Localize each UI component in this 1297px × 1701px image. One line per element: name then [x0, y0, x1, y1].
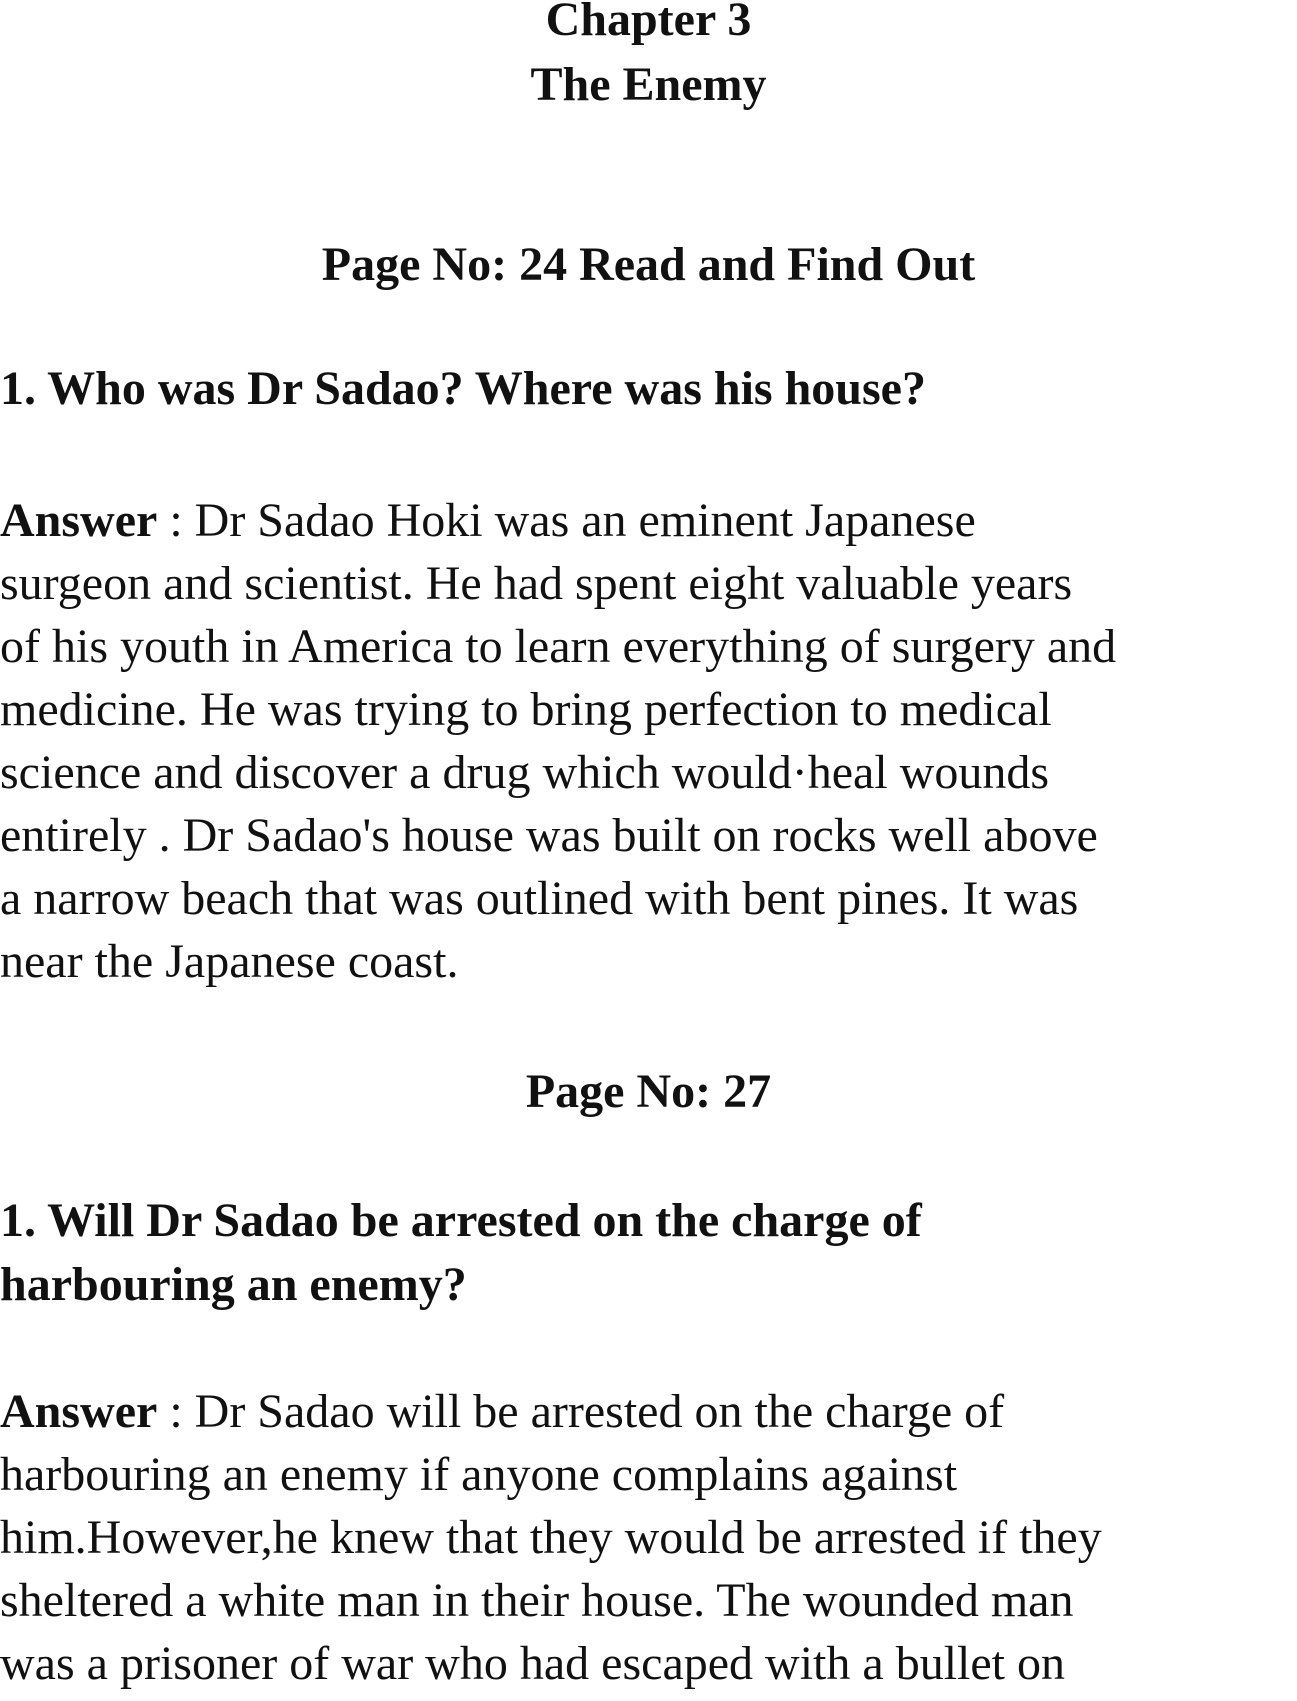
- question-line: 1. Will Dr Sadao be arrested on the charge of: [0, 1194, 922, 1247]
- question-1: 1. Who was Dr Sadao? Where was his house?: [0, 362, 926, 415]
- answer-2: [0, 1380, 1297, 1695]
- answer-line: sheltered a white man in their house. The wounded man: [0, 1574, 1074, 1627]
- chapter-title: The Enemy: [530, 58, 767, 111]
- answer-line: of his youth in America to learn everything of surgery and: [0, 620, 1117, 673]
- answer-line: medicine. He was trying to bring perfection to medical: [0, 683, 1052, 736]
- question-2: [0, 1189, 1297, 1317]
- answer-line: harbouring an enemy if anyone complains against: [0, 1448, 958, 1501]
- answer-1: [0, 489, 1297, 993]
- question-line: harbouring an enemy?: [0, 1258, 467, 1311]
- answer-line: a narrow beach that was outlined with bent pines. It was: [0, 872, 1079, 925]
- answer-line: science and discover a drug which would·heal wounds: [0, 746, 1050, 799]
- section-heading-page-24: Page No: 24 Read and Find Out: [321, 238, 976, 291]
- answer-line: entirely . Dr Sadao's house was built on rocks well above: [0, 809, 1098, 862]
- answer-line: [0, 1380, 1297, 1443]
- answer-label: Answer: [0, 494, 158, 547]
- section-heading-page-27: Page No: 27: [525, 1065, 772, 1118]
- chapter-heading: Chapter 3: [545, 0, 752, 46]
- answer-line: [0, 489, 1297, 552]
- answer-label: Answer: [0, 1385, 158, 1438]
- answer-text: : Dr Sadao Hoki was an eminent Japanese: [157, 494, 976, 547]
- answer-text: : Dr Sadao will be arrested on the charge of: [157, 1385, 1005, 1438]
- answer-line: surgeon and scientist. He had spent eight valuable years: [0, 557, 1073, 610]
- answer-line: was a prisoner of war who had escaped with a bullet on: [0, 1637, 1065, 1690]
- answer-line: near the Japanese coast.: [0, 935, 459, 988]
- answer-line: him.However,he knew that they would be arrested if they: [0, 1511, 1102, 1564]
